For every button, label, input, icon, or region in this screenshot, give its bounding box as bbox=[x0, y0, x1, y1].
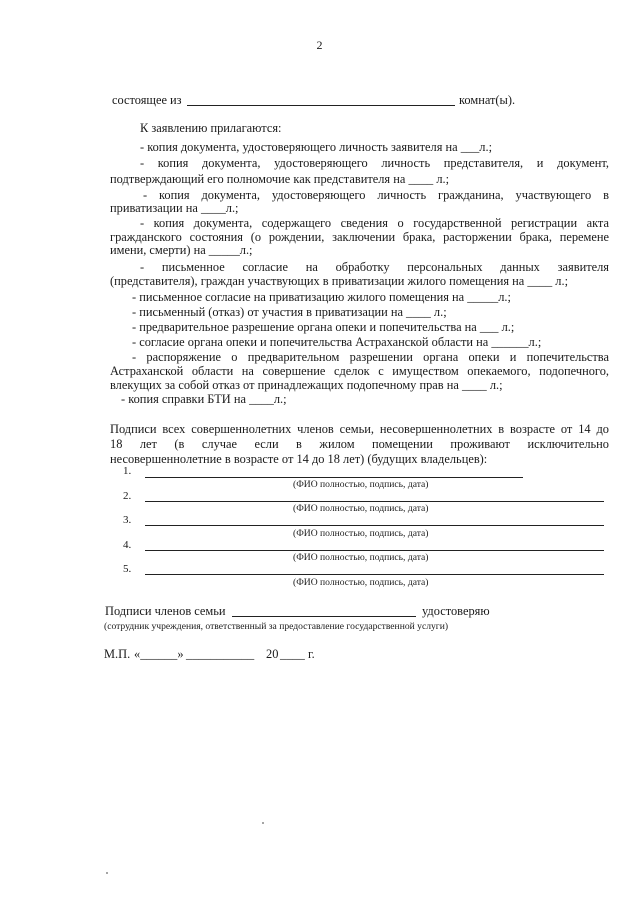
attachment-line: - копия документа, удостоверяющего личность гражданина, участвующего в bbox=[143, 188, 609, 202]
certify-blank-line bbox=[232, 616, 416, 617]
attachment-line: - копия документа, удостоверяющего личность представителя, и документ, bbox=[140, 156, 609, 170]
certify-prefix: Подписи членов семьи bbox=[105, 604, 226, 618]
signature-row-number: 4. bbox=[123, 539, 132, 551]
date-day: «______» bbox=[134, 647, 184, 661]
signature-caption: (ФИО полностью, подпись, дата) bbox=[293, 479, 429, 490]
signature-row-number: 2. bbox=[123, 490, 132, 502]
signature-row-number: 3. bbox=[123, 514, 132, 526]
attachment-line: (представителя), граждан участвующих в приватизации жилого помещения на ____ л.; bbox=[110, 274, 569, 288]
certify-note: (сотрудник учреждения, ответственный за предоставление государственной услуги) bbox=[104, 621, 449, 632]
attachment-line: - письменное согласие на обработку персональных данных заявителя bbox=[140, 260, 609, 274]
attachments-heading: К заявлению прилагаются: bbox=[140, 121, 282, 135]
stamp-mp: М.П. bbox=[104, 647, 131, 661]
attachment-line: гражданского состояния (о рождении, заключении брака, расторжении брака, перемене bbox=[110, 230, 609, 244]
signatures-intro-line: Подписи всех совершеннолетних членов семьи, несовершеннолетних в возрасте от 14 до bbox=[110, 422, 609, 436]
attachment-line: - предварительное разрешение органа опеки и попечительства на ___ л.; bbox=[132, 320, 515, 334]
rooms-prefix: состоящее из bbox=[112, 93, 182, 107]
scan-speck bbox=[106, 872, 108, 874]
attachment-line: - распоряжение о предварительном разрешении органа опеки и попечительства bbox=[132, 350, 609, 364]
signature-caption: (ФИО полностью, подпись, дата) bbox=[293, 503, 429, 514]
attachment-line: приватизации на ____л.; bbox=[110, 201, 239, 215]
signature-line bbox=[145, 574, 604, 575]
signatures-intro-line: 18 лет (в случае если в жилом помещении проживают исключительно bbox=[110, 437, 609, 451]
signature-line bbox=[145, 525, 604, 526]
attachment-line: - копия документа, содержащего сведения о государственной регистрации акта bbox=[140, 216, 609, 230]
date-year-suffix: г. bbox=[308, 647, 315, 661]
rooms-suffix: комнат(ы). bbox=[459, 93, 516, 107]
attachment-line: - согласие органа опеки и попечительства Астраханской области на ______л.; bbox=[132, 335, 542, 349]
signature-row-number: 1. bbox=[123, 465, 132, 477]
signature-caption: (ФИО полностью, подпись, дата) bbox=[293, 577, 429, 588]
signature-caption: (ФИО полностью, подпись, дата) bbox=[293, 552, 429, 563]
attachment-line: - письменный (отказ) от участия в приватизации на ____ л.; bbox=[132, 305, 447, 319]
page-number: 2 bbox=[316, 38, 323, 52]
certify-suffix: удостоверяю bbox=[422, 604, 490, 618]
attachment-line: Астраханской области на совершение сделок с имуществом опекаемого, подопечного, bbox=[110, 364, 609, 378]
attachment-line: подтверждающий его полномочие как представителя на ____ л.; bbox=[110, 172, 450, 186]
rooms-blank-line bbox=[187, 105, 455, 106]
date-year-prefix: 20 bbox=[266, 647, 279, 661]
attachment-line: имени, смерти) на _____л.; bbox=[110, 243, 253, 257]
date-month: ___________ bbox=[186, 647, 255, 661]
scan-speck bbox=[262, 822, 264, 824]
attachment-line: влекущих за собой отказ от принадлежащих подопечному прав на ____ л.; bbox=[110, 378, 503, 392]
signature-caption: (ФИО полностью, подпись, дата) bbox=[293, 528, 429, 539]
signature-row-number: 5. bbox=[123, 563, 132, 575]
attachment-line: - копия справки БТИ на ____л.; bbox=[121, 392, 287, 406]
attachment-line: - копия документа, удостоверяющего личность заявителя на ___л.; bbox=[140, 140, 493, 154]
date-year-blank: ____ bbox=[280, 647, 305, 661]
attachment-line: - письменное согласие на приватизацию жилого помещения на _____л.; bbox=[132, 290, 511, 304]
signatures-intro-line: несовершеннолетние в возрасте от 14 до 18 лет) (будущих владельцев): bbox=[110, 452, 488, 466]
